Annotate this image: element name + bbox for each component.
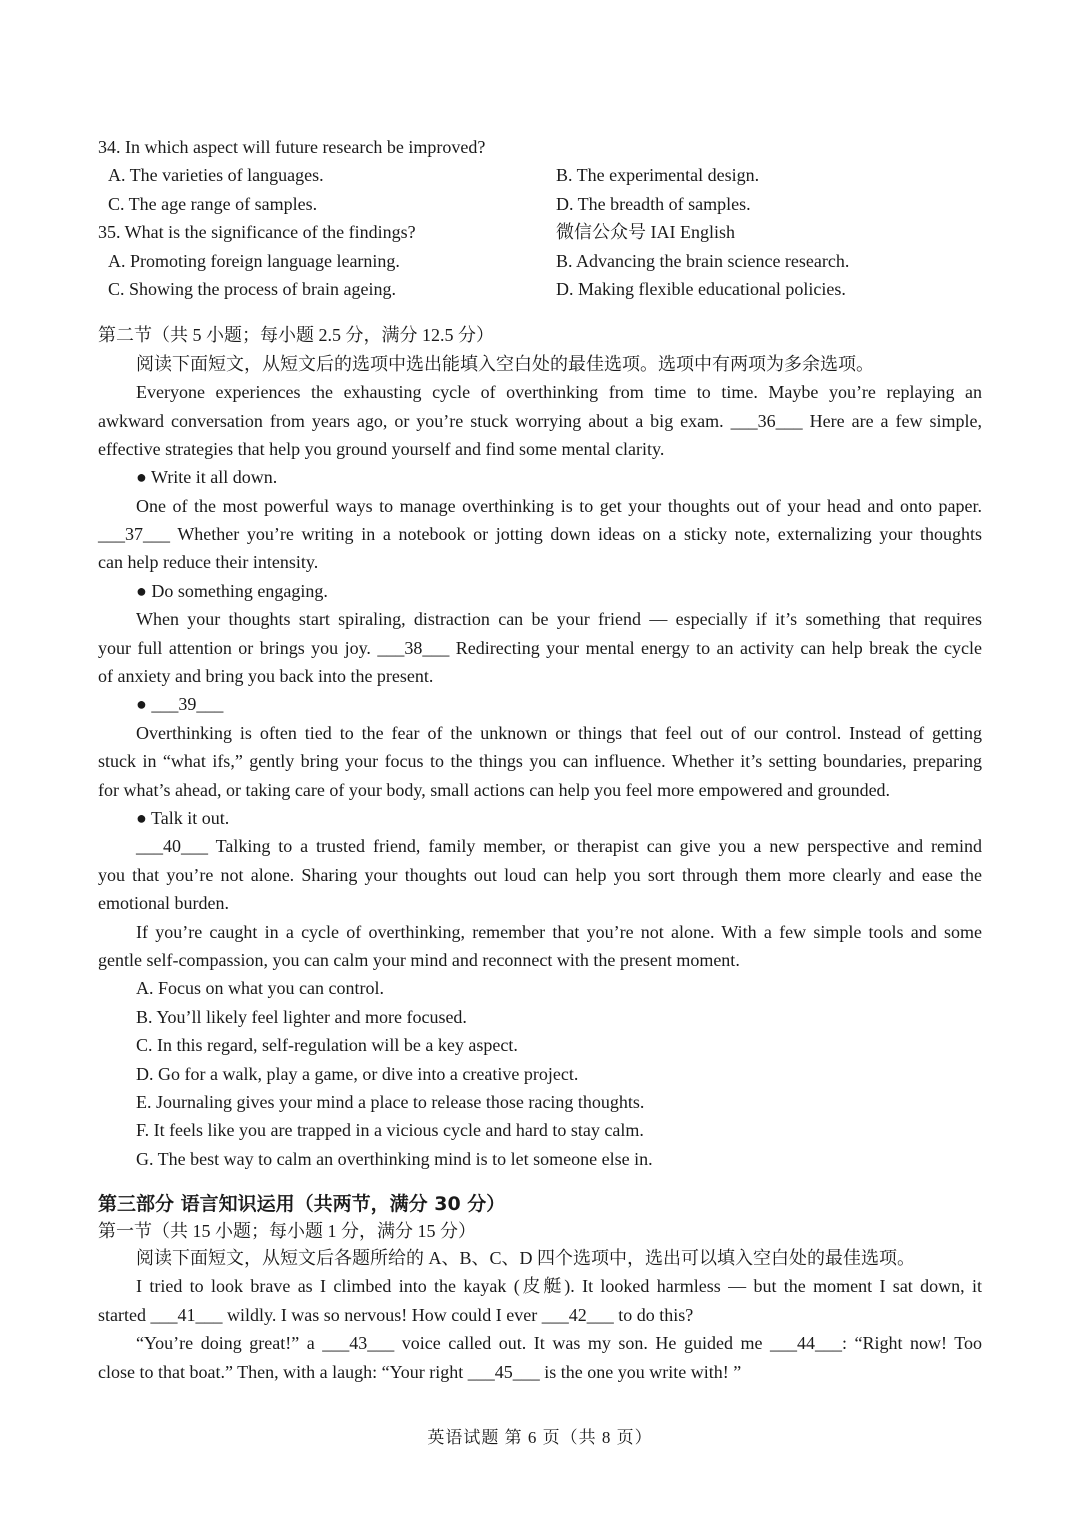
question-34-options-row1 bbox=[98, 161, 982, 189]
passage-line: ___40___ Talking to a trusted friend, family member, or therapist can give you a new perspective and remind bbox=[136, 836, 982, 857]
passage-line: stuck in “what ifs,” gently bring your focus to the things you can influence. Whether it’s setting boundaries, preparing bbox=[98, 751, 982, 772]
answer-option: B. You’ll likely feel lighter and more focused. bbox=[136, 1006, 467, 1027]
question-35-stem-row bbox=[98, 218, 982, 246]
q34-option-c: C. The age range of samples. bbox=[108, 193, 318, 214]
passage-line: you that you’re not alone. Sharing your thoughts out loud can help you sort through them more clearly and ease the bbox=[98, 864, 982, 885]
exam-page bbox=[98, 133, 982, 1386]
passage-line: awkward conversation from years ago, or you’re stuck worrying about a big exam. ___36___ Here are a few simple, bbox=[98, 410, 982, 431]
passage-line: can help reduce their intensity. bbox=[98, 552, 319, 573]
passage-line: gentle self-compassion, you can calm your mind and reconnect with the present moment. bbox=[98, 949, 740, 970]
answer-option: E. Journaling gives your mind a place to release those racing thoughts. bbox=[136, 1091, 645, 1112]
question-34-stem: 34. In which aspect will future research be improved? bbox=[98, 137, 486, 157]
passage-line: effective strategies that help you ground yourself and find some mental clarity. bbox=[98, 438, 665, 459]
passage-line: When your thoughts start spiraling, distraction can be your friend — especially if it’s something that requires bbox=[136, 609, 982, 630]
answer-option: A. Focus on what you can control. bbox=[136, 978, 384, 999]
passage-line: emotional burden. bbox=[98, 893, 229, 914]
q35-option-a: A. Promoting foreign language learning. bbox=[108, 250, 400, 271]
passage-line: “You’re doing great!” a ___43___ voice called out. It was my son. He guided me ___44___: “Right now! Too bbox=[136, 1333, 982, 1354]
watermark-text: 微信公众号 IAI English bbox=[556, 222, 735, 243]
q34-option-a: A. The varieties of languages. bbox=[108, 165, 324, 186]
passage-line: of anxiety and bring you back into the present. bbox=[98, 666, 434, 687]
passage-line: Everyone experiences the exhausting cycle of overthinking from time to time. Maybe you’re replaying an bbox=[136, 382, 982, 403]
passage-subheading: ● Write it all down. bbox=[136, 467, 278, 488]
passage-line: One of the most powerful ways to manage overthinking is to get your thoughts out of your head and onto paper. bbox=[136, 495, 982, 516]
passage-subheading: ● ___39___ bbox=[136, 694, 224, 715]
page-footer: 英语试题 第 6 页（共 8 页） bbox=[427, 1428, 653, 1447]
passage-line: for what’s ahead, or taking care of your body, small actions can help you feel more empowered and grounded. bbox=[98, 779, 891, 800]
q35-option-b: B. Advancing the brain science research. bbox=[556, 250, 850, 271]
answer-option: C. In this regard, self-regulation will be a key aspect. bbox=[136, 1035, 518, 1056]
question-34-options-row2 bbox=[98, 190, 982, 218]
passage-line: If you’re caught in a cycle of overthinking, remember that you’re not alone. With a few simple tools and some bbox=[136, 921, 982, 942]
section2-heading: 第二节（共 5 小题；每小题 2.5 分，满分 12.5 分） bbox=[98, 325, 494, 346]
passage-subheading: ● Do something engaging. bbox=[136, 580, 328, 601]
passage-subheading: ● Talk it out. bbox=[136, 807, 230, 828]
passage-line: Overthinking is often tied to the fear of the unknown or things that feel out of our control. Instead of getting bbox=[136, 722, 982, 743]
part3-heading: 第三部分 语言知识运用（共两节，满分 30 分） bbox=[98, 1193, 506, 1216]
question-35-stem: 35. What is the significance of the findings? bbox=[98, 222, 416, 243]
q34-option-b: B. The experimental design. bbox=[556, 165, 760, 186]
passage-line: I tried to look brave as I climbed into the kayak (皮艇). It looked harmless — but the moment I sat down, it bbox=[136, 1276, 982, 1297]
passage-line: started ___41___ wildly. I was so nervous! How could I ever ___42___ to do this? bbox=[98, 1304, 694, 1325]
answer-option: F. It feels like you are trapped in a vicious cycle and hard to stay calm. bbox=[136, 1120, 644, 1141]
part3-section1-heading: 第一节（共 15 小题；每小题 1 分，满分 15 分） bbox=[98, 1221, 476, 1242]
answer-option: D. Go for a walk, play a game, or dive into a creative project. bbox=[136, 1063, 579, 1084]
passage-line: ___37___ Whether you’re writing in a notebook or jotting down ideas on a sticky note, externalizing your thoughts bbox=[98, 524, 982, 545]
passage-line: your full attention or brings you joy. ___38___ Redirecting your mental energy to an activity can help break the cycle bbox=[98, 637, 982, 658]
section2-instruction: 阅读下面短文，从短文后的选项中选出能填入空白处的最佳选项。选项中有两项为多余选项。 bbox=[136, 353, 874, 374]
answer-option: G. The best way to calm an overthinking mind is to let someone else in. bbox=[136, 1148, 653, 1169]
question-35-options-row1 bbox=[98, 247, 982, 275]
q34-option-d: D. The breadth of samples. bbox=[556, 193, 751, 214]
q35-option-d: D. Making flexible educational policies. bbox=[556, 278, 846, 299]
question-35-options-row2 bbox=[98, 275, 982, 303]
q35-option-c: C. Showing the process of brain ageing. bbox=[108, 278, 396, 299]
passage-line: close to that boat.” Then, with a laugh: “Your right ___45___ is the one you write with! ” bbox=[98, 1361, 742, 1382]
part3-instruction: 阅读下面短文，从短文后各题所给的 A、B、C、D 四个选项中，选出可以填入空白处的最佳选项。 bbox=[136, 1248, 916, 1269]
